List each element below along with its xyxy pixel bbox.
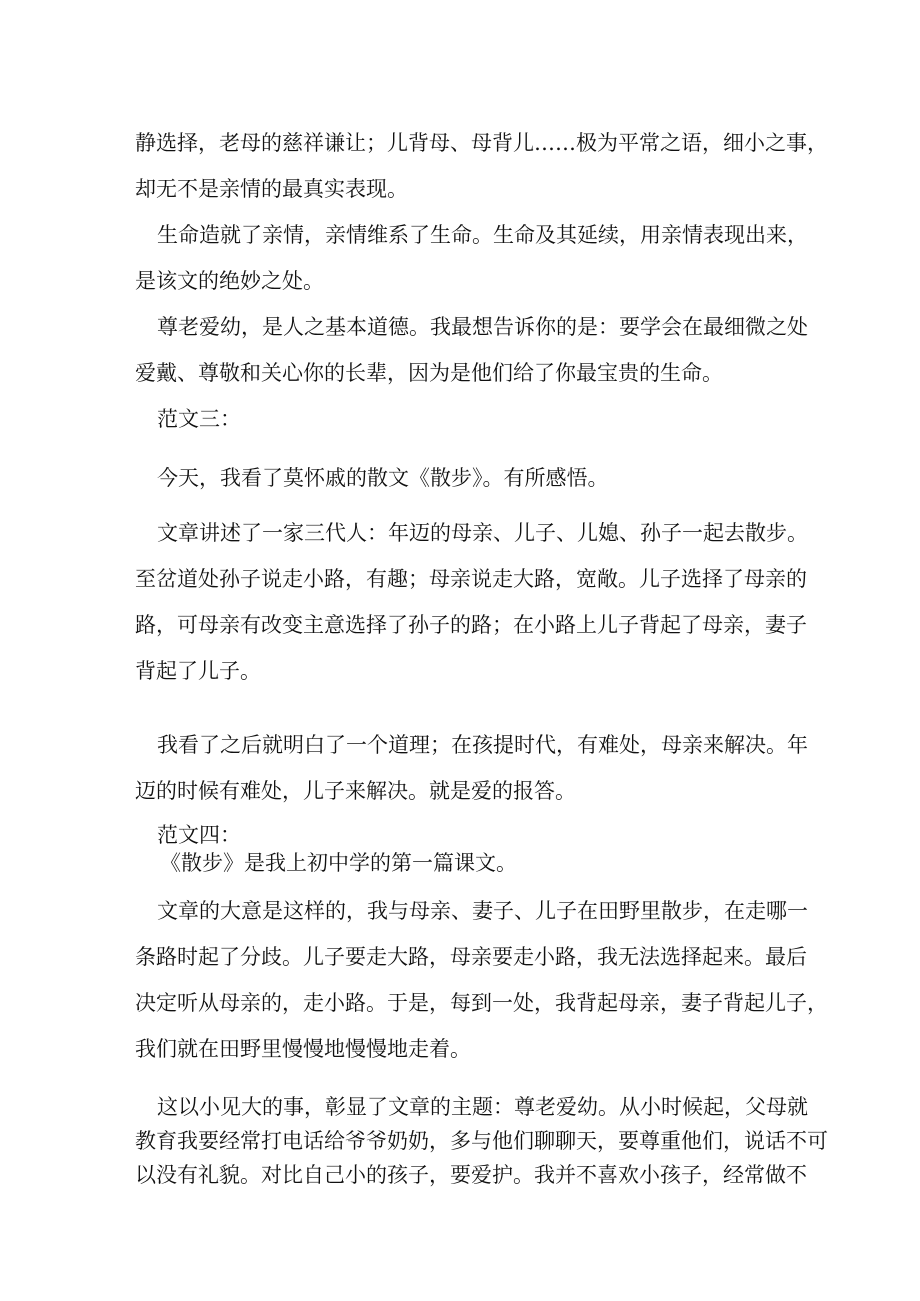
text-line: 今天，我看了莫怀戚的散文《散步》。有所感悟。 <box>157 466 609 490</box>
paragraph-2 <box>0 212 920 304</box>
text-line: 决定听从母亲的，走小路。于是，每到一处，我背起母亲，妻子背起儿子， <box>135 991 828 1015</box>
text-line: 是该文的绝妙之处。 <box>135 269 324 293</box>
text-line: 背起了儿子。 <box>135 659 261 683</box>
text-line: 我看了之后就明白了一个道理；在孩提时代，有难处，母亲来解决。年 <box>157 733 808 757</box>
section-heading: 范文三： <box>157 407 241 431</box>
text-line: 条路时起了分歧。儿子要走大路，母亲要走小路，我无法选择起来。最后 <box>135 945 807 969</box>
paragraph-5 <box>0 455 920 501</box>
text-line: 路，可母亲有改变主意选择了孙子的路；在小路上儿子背起了母亲，妻子 <box>135 613 807 637</box>
paragraph-6 <box>0 510 920 694</box>
text-line: 文章的大意是这样的，我与母亲、妻子、儿子在田野里散步，在走哪一 <box>157 899 808 923</box>
paragraph-7 <box>0 722 920 814</box>
text-line: 却无不是亲情的最真实表现。 <box>135 177 408 201</box>
paragraph-9 <box>0 840 920 886</box>
text-line: 教育我要经常打电话给爷爷奶奶，多与他们聊聊天，要尊重他们，说话不可 <box>135 1129 828 1153</box>
text-line: 《散步》是我上初中学的第一篇课文。 <box>160 851 517 875</box>
paragraph-10 <box>0 888 920 1072</box>
text-line: 生命造就了亲情，亲情维系了生命。生命及其延续，用亲情表现出来， <box>157 223 808 247</box>
paragraph-11 <box>0 1090 920 1192</box>
text-line: 爱戴、尊敬和关心你的长辈，因为是他们给了你最宝贵的生命。 <box>135 361 723 385</box>
text-line: 迈的时候有难处，儿子来解决。就是爱的报答。 <box>135 779 576 803</box>
text-line: 文章讲述了一家三代人：年迈的母亲、儿子、儿媳、孙子一起去散步。 <box>157 521 808 545</box>
text-line: 静选择，老母的慈祥谦让；儿背母、母背儿……极为平常之语，细小之事， <box>135 131 828 155</box>
text-line: 以没有礼貌。对比自己小的孩子，要爱护。我并不喜欢小孩子，经常做不 <box>135 1163 807 1187</box>
text-line: 这以小见大的事，彰显了文章的主题：尊老爱幼。从小时候起，父母就 <box>157 1095 808 1119</box>
paragraph-heading-3 <box>0 396 920 442</box>
paragraph-3 <box>0 304 920 396</box>
text-line: 至岔道处孙子说走小路，有趣；母亲说走大路，宽敞。儿子选择了母亲的 <box>135 567 807 591</box>
text-line: 我们就在田野里慢慢地慢慢地走着。 <box>135 1037 471 1061</box>
section-heading: 范文四： <box>157 823 241 847</box>
text-line: 尊老爱幼，是人之基本道德。我最想告诉你的是：要学会在最细微之处 <box>157 315 808 339</box>
paragraph-1 <box>0 120 920 212</box>
